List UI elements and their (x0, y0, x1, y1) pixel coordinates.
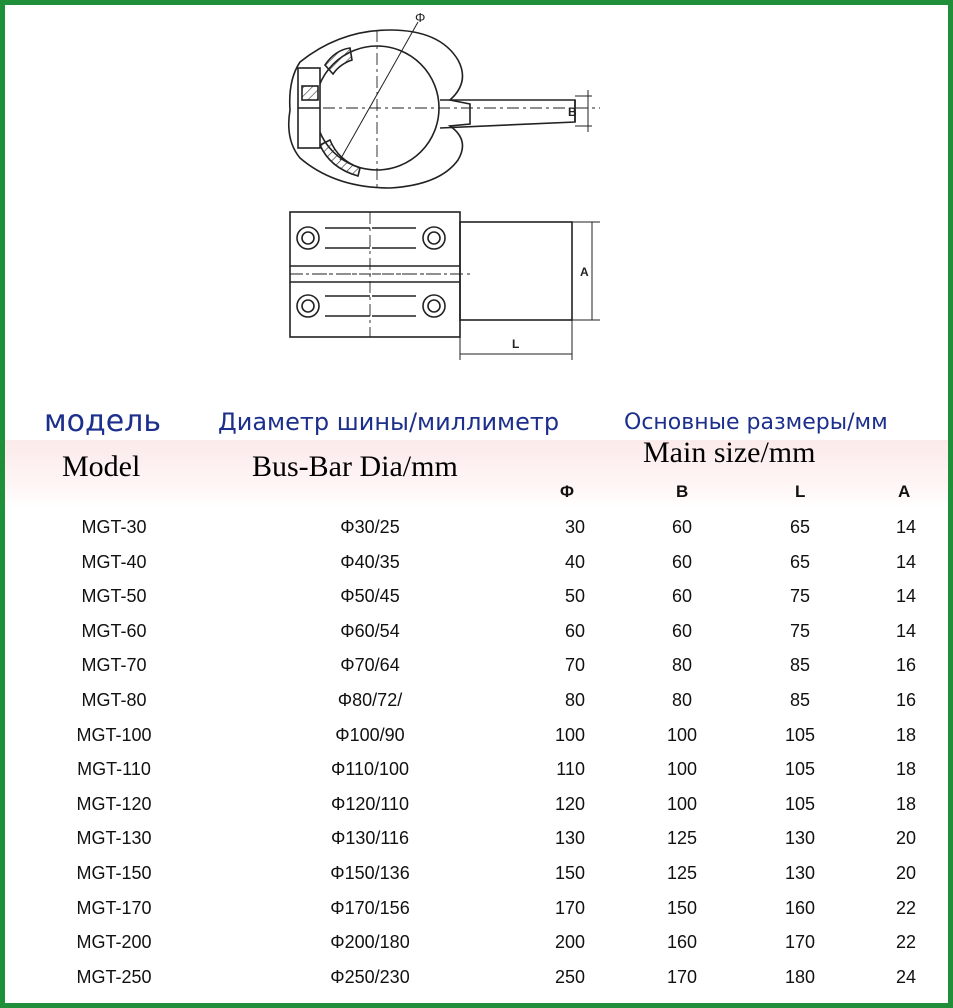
cell-b: 60 (671, 620, 693, 641)
cell-l: 105 (784, 724, 816, 745)
cell-phi: 100 (554, 724, 585, 745)
col-header-b: B (676, 482, 689, 501)
cell-busbar-dia: Φ250/230 (330, 966, 410, 987)
cell-model: MGT-250 (76, 966, 152, 987)
cell-model: MGT-50 (81, 586, 147, 607)
cell-l: 105 (784, 793, 816, 814)
model-header-en: Model (62, 450, 141, 483)
cell-a: 16 (895, 690, 916, 710)
dim-b-label: B (568, 105, 577, 119)
main-size-header-ru: Основные размеры/мм (624, 410, 888, 435)
cell-model: MGT-110 (77, 759, 151, 780)
cell-phi: 70 (564, 655, 585, 676)
cell-model: MGT-70 (81, 655, 147, 676)
cell-b: 170 (666, 966, 698, 987)
cell-busbar-dia: Φ50/45 (340, 586, 400, 607)
cell-phi: 50 (564, 586, 585, 607)
main-size-header-en: Main size/mm (643, 436, 816, 469)
cell-model: MGT-120 (76, 793, 152, 814)
cell-a: 14 (895, 586, 916, 607)
cell-b: 160 (666, 932, 698, 953)
table-row (0, 752, 953, 786)
cell-model: MGT-40 (81, 551, 147, 572)
dim-phi-label: Φ (415, 10, 426, 25)
cell-phi: 250 (554, 966, 585, 987)
cell-model: MGT-30 (81, 517, 147, 537)
cell-phi: 40 (564, 551, 585, 572)
cell-phi: 200 (554, 932, 585, 953)
cell-a: 20 (895, 863, 916, 883)
cell-l: 180 (784, 966, 816, 987)
cell-phi: 130 (554, 828, 585, 849)
cell-l: 130 (784, 828, 816, 849)
col-header-a: A (898, 482, 911, 501)
cell-a: 14 (895, 517, 916, 537)
cell-l: 160 (784, 897, 816, 918)
cell-l: 65 (789, 551, 811, 572)
table-row (0, 891, 953, 925)
cell-a: 18 (895, 759, 916, 780)
table-row (0, 579, 953, 613)
cell-busbar-dia: Φ120/110 (330, 793, 410, 814)
cell-b: 60 (671, 586, 693, 607)
table-row (0, 925, 953, 959)
cell-phi: 150 (554, 863, 585, 883)
cell-b: 125 (666, 863, 698, 883)
cell-busbar-dia: Φ40/35 (340, 551, 400, 572)
cell-a: 20 (895, 828, 916, 849)
table-row (0, 614, 953, 648)
cell-busbar-dia: Φ130/116 (330, 828, 410, 849)
table-row (0, 718, 953, 752)
cell-phi: 110 (556, 759, 585, 780)
cell-a: 18 (895, 793, 916, 814)
busbar-header-ru: Диаметр шины/миллиметр (218, 408, 560, 436)
cell-l: 85 (789, 690, 811, 710)
cell-b: 80 (671, 655, 693, 676)
cell-b: 150 (666, 897, 698, 918)
cell-busbar-dia: Φ200/180 (330, 932, 410, 953)
table-row (0, 510, 953, 544)
cell-a: 18 (895, 724, 916, 745)
cell-l: 170 (784, 932, 816, 953)
cell-l: 75 (789, 586, 811, 607)
cell-b: 100 (666, 724, 698, 745)
cell-busbar-dia: Φ110/100 (330, 759, 410, 780)
cell-l: 65 (789, 517, 811, 537)
cell-busbar-dia: Φ80/72/ (337, 690, 403, 710)
table-row (0, 960, 953, 994)
cell-a: 14 (895, 551, 916, 572)
table-row (0, 856, 953, 890)
col-header-l: L (795, 482, 806, 501)
cell-a: 22 (895, 897, 916, 918)
cell-busbar-dia: Φ60/54 (340, 620, 400, 641)
cell-phi: 60 (564, 620, 585, 641)
cell-phi: 120 (554, 793, 585, 814)
cell-phi: 80 (564, 690, 585, 710)
cell-b: 80 (671, 690, 693, 710)
col-header-phi: Φ (560, 482, 574, 501)
cell-model: MGT-60 (81, 620, 147, 641)
cell-a: 24 (895, 966, 916, 987)
cell-busbar-dia: Φ150/136 (330, 863, 410, 883)
cell-model: MGT-130 (76, 828, 152, 849)
cell-model: MGT-100 (76, 724, 152, 745)
cell-b: 100 (666, 793, 698, 814)
cell-model: MGT-80 (81, 690, 147, 710)
cell-b: 100 (666, 759, 698, 780)
cell-phi: 170 (554, 897, 585, 918)
dim-l-label: L (512, 337, 520, 351)
cell-b: 60 (671, 517, 693, 537)
cell-model: MGT-150 (76, 863, 152, 883)
table-row (0, 683, 953, 717)
clamp-technical-drawing (0, 0, 953, 400)
cell-model: MGT-170 (76, 897, 152, 918)
cell-busbar-dia: Φ170/156 (330, 897, 410, 918)
cell-l: 85 (789, 655, 811, 676)
cell-busbar-dia: Φ70/64 (340, 655, 400, 676)
table-row (0, 648, 953, 682)
top-view (289, 22, 600, 190)
cell-busbar-dia: Φ30/25 (340, 517, 400, 537)
cell-l: 75 (789, 620, 811, 641)
cell-a: 14 (895, 620, 916, 641)
cell-l: 105 (784, 759, 816, 780)
cell-phi: 30 (564, 517, 585, 537)
cell-b: 125 (666, 828, 698, 849)
busbar-header-en: Bus-Bar Dia/mm (252, 450, 458, 483)
cell-a: 16 (895, 655, 916, 676)
table-row (0, 545, 953, 579)
cell-b: 60 (671, 551, 693, 572)
dim-a-label: A (580, 265, 589, 279)
model-header-ru: модель (44, 404, 162, 439)
table-row (0, 787, 953, 821)
table-row (0, 821, 953, 855)
cell-a: 22 (895, 932, 916, 953)
front-view (290, 212, 600, 360)
cell-model: MGT-200 (76, 932, 152, 953)
cell-busbar-dia: Φ100/90 (335, 724, 405, 745)
cell-l: 130 (784, 863, 816, 883)
